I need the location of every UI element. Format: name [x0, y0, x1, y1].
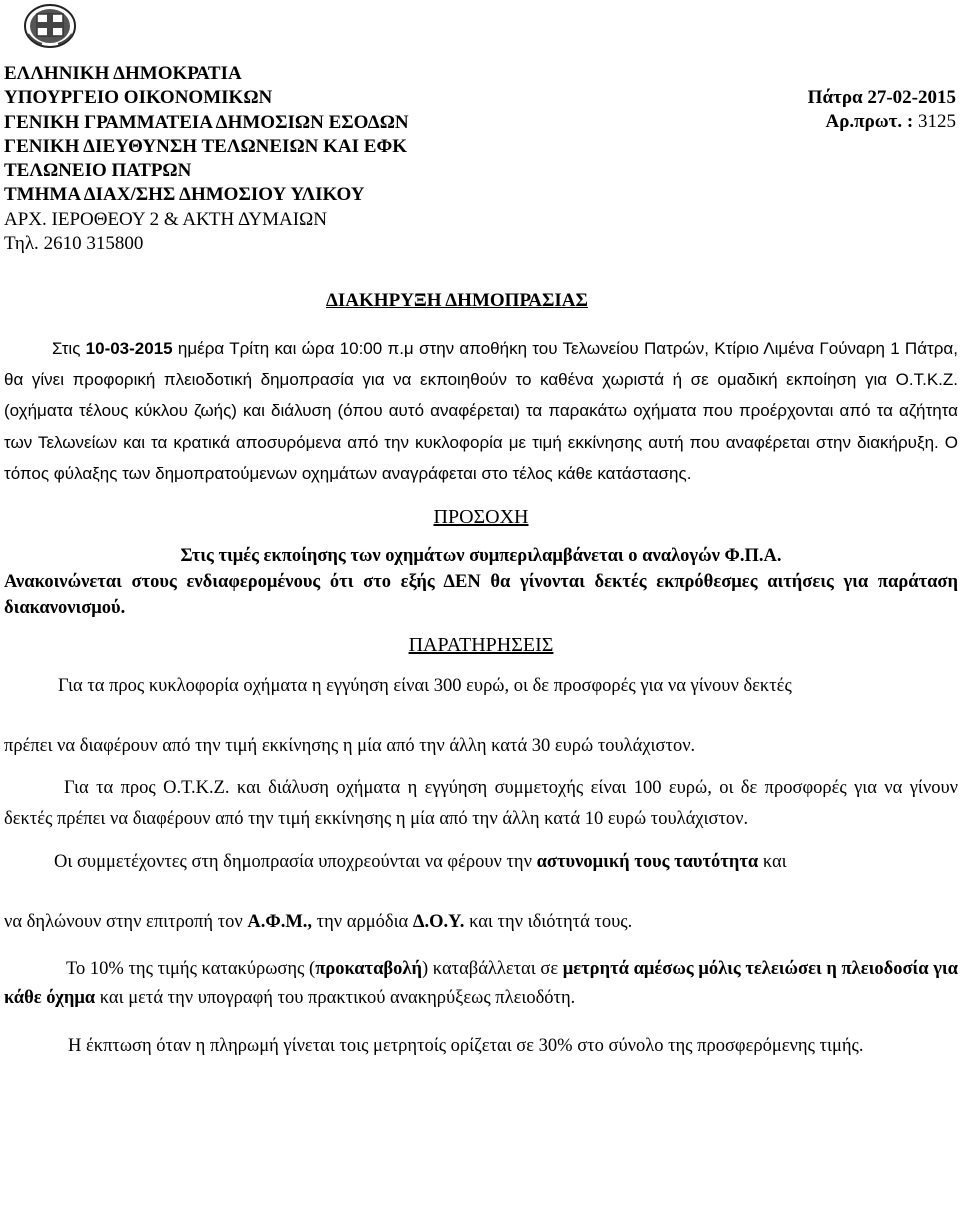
header-line: ΤΕΛΩΝΕΙΟ ΠΑΤΡΩΝ: [4, 160, 192, 182]
intro-text: Ο τόπος φύλαξης των δημοπρατούμενων οχημάτων αναγράφεται στο τέλος κάθε κατάστασης.: [4, 432, 958, 483]
phone-label: Τηλ.: [4, 233, 39, 255]
header-line: ΓΕΝΙΚΗ ΔΙΕΥΘΥΝΣΗ ΤΕΛΩΝΕΙΩΝ ΚΑΙ ΕΦΚ: [4, 135, 407, 157]
attention-block: [4, 543, 958, 621]
attention-heading: ΠΡΟΣΟΧΗ: [433, 506, 529, 529]
header-line: ΕΛΛΗΝΙΚΗ ΔΗΜΟΚΡΑΤΙΑ: [4, 63, 242, 84]
remark-1b: πρέπει να διαφέρουν από την τιμή εκκίνησης η μία από την άλλη κατά 30 ευρώ τουλάχιστον.: [4, 736, 696, 757]
document-body: [4, 333, 958, 1061]
attention-line-1: Στις τιμές εκποίησης των οχημάτων συμπεριλαμβάνεται ο αναλογών Φ.Π.Α.: [180, 546, 782, 567]
document-title: ΔΙΑΚΗΡΥΞΗ ΔΗΜΟΠΡΑΣΙΑΣ: [326, 290, 588, 311]
intro-text: Στις: [52, 339, 81, 358]
remark-2: Για τα προς Ο.Τ.Κ.Ζ. και διάλυση οχήματα η εγγύηση συμμετοχής είναι 100 ευρώ, οι δε προσφορές για να γίνουν δεκτές πρέπει να διαφέρουν από την τιμή εκκίνησης η μία από την άλλη κατά 10 ευρώ τουλάχιστον.: [4, 778, 958, 830]
remark-text: και: [762, 852, 787, 873]
phone-value: 2610 315800: [43, 233, 144, 255]
remark-text: να δηλώνουν στην επιτροπή τον: [4, 912, 243, 933]
sender-block: [4, 62, 409, 256]
ref-value: 3125: [918, 111, 956, 133]
remarks-heading: ΠΑΡΑΤΗΡΗΣΕΙΣ: [408, 634, 554, 657]
intro-paragraph: [4, 333, 958, 489]
remark-bold: Α.Φ.Μ.,: [247, 912, 313, 933]
remark-3a: [4, 847, 958, 877]
remark-5: Η έκπτωση όταν η πληρωμή γίνεται τοις μετρητοίς ορίζεται σε 30% στο σύνολο της προσφερόμενης τιμής.: [68, 1036, 864, 1057]
remark-text: ) καταβάλλεται σε: [422, 959, 559, 980]
intro-text: και ώρα 10:00 π.μ στην αποθήκη του Τελωνείου Πατρών, Κτίριο Λιμένα Γούναρη 1 Πάτρα, θα γίνει προφορική πλειοδοτική δημοπρασία για να εκποιηθούν το καθένα χωριστά ή σε ομαδική εκποίηση για Ο.Τ.Κ.Ζ. (οχήματα τέλους κύκλου ζωής) και διάλυση (όπου αυτό αναφέρεται) τα παρακάτω οχήματα που προέρχονται από τα αζήτητα των Τελωνείων και τα κρατικά αποσυρόμενα από την κυκλοφορία με τιμή εκκίνησης αυτή που αναφέρεται στην διακήρυξη.: [4, 339, 958, 452]
phone-line: [4, 232, 409, 256]
remark-1a: Για τα προς κυκλοφορία οχήματα η εγγύηση είναι 300 ευρώ, οι δε προσφορές για να γίνουν δεκτές: [58, 676, 792, 697]
ref-label: Αρ.πρωτ. :: [825, 111, 914, 133]
header-line: ΓΕΝΙΚΗ ΓΡΑΜΜΑΤΕΙΑ ΔΗΜΟΣΙΩΝ ΕΣΟΔΩΝ: [4, 111, 409, 133]
reference-line: [808, 110, 956, 134]
remark-bold: Δ.Ο.Υ.: [412, 912, 465, 933]
remark-text: Το 10% της τιμής κατακύρωσης (: [66, 959, 316, 980]
date-ref-block: [808, 86, 956, 135]
remark-text: Οι συμμετέχοντες στη δημοπρασία υποχρεούνται να φέρουν την: [54, 852, 532, 873]
auction-day: Τρίτη: [229, 339, 270, 358]
remark-bold: μετρητά αμέσως μόλις τελειώσει η πλειοδοσία για κάθε όχημα: [4, 959, 958, 1009]
remark-4: [4, 955, 958, 1013]
remark-3b: [4, 907, 958, 937]
remark-bold: προκαταβολή: [315, 959, 422, 980]
remark-bold: αστυνομική τους ταυτότητα: [536, 852, 759, 873]
remark-text: και μετά την υπογραφή του πρακτικού ανακηρύξεως πλειοδότη.: [99, 988, 576, 1009]
auction-date: 10-03-2015: [85, 339, 173, 358]
remark-text: την αρμόδια: [316, 912, 409, 933]
header-line: ΤΜΗΜΑ ΔΙΑΧ/ΣΗΣ ΔΗΜΟΣΙΟΥ ΥΛΙΚΟΥ: [4, 184, 365, 206]
remark-text: και την ιδιότητά τους.: [469, 912, 633, 933]
intro-text: ημέρα: [177, 339, 225, 358]
header-line: ΥΠΟΥΡΓΕΙΟ ΟΙΚΟΝΟΜΙΚΩΝ: [4, 87, 273, 109]
attention-line-2: Ανακοινώνεται στους ενδιαφερομένους ότι στο εξής ΔΕΝ θα γίνονται δεκτές εκπρόθεσμες αιτήσεις για παράταση διακανονισμού.: [4, 572, 958, 619]
document-date: Πάτρα 27-02-2015: [807, 87, 956, 108]
header-line: ΑΡΧ. ΙΕΡΟΘΕΟΥ 2 & ΑΚΤΗ ΔΥΜΑΙΩΝ: [4, 208, 327, 230]
greek-emblem-icon: [24, 4, 76, 48]
